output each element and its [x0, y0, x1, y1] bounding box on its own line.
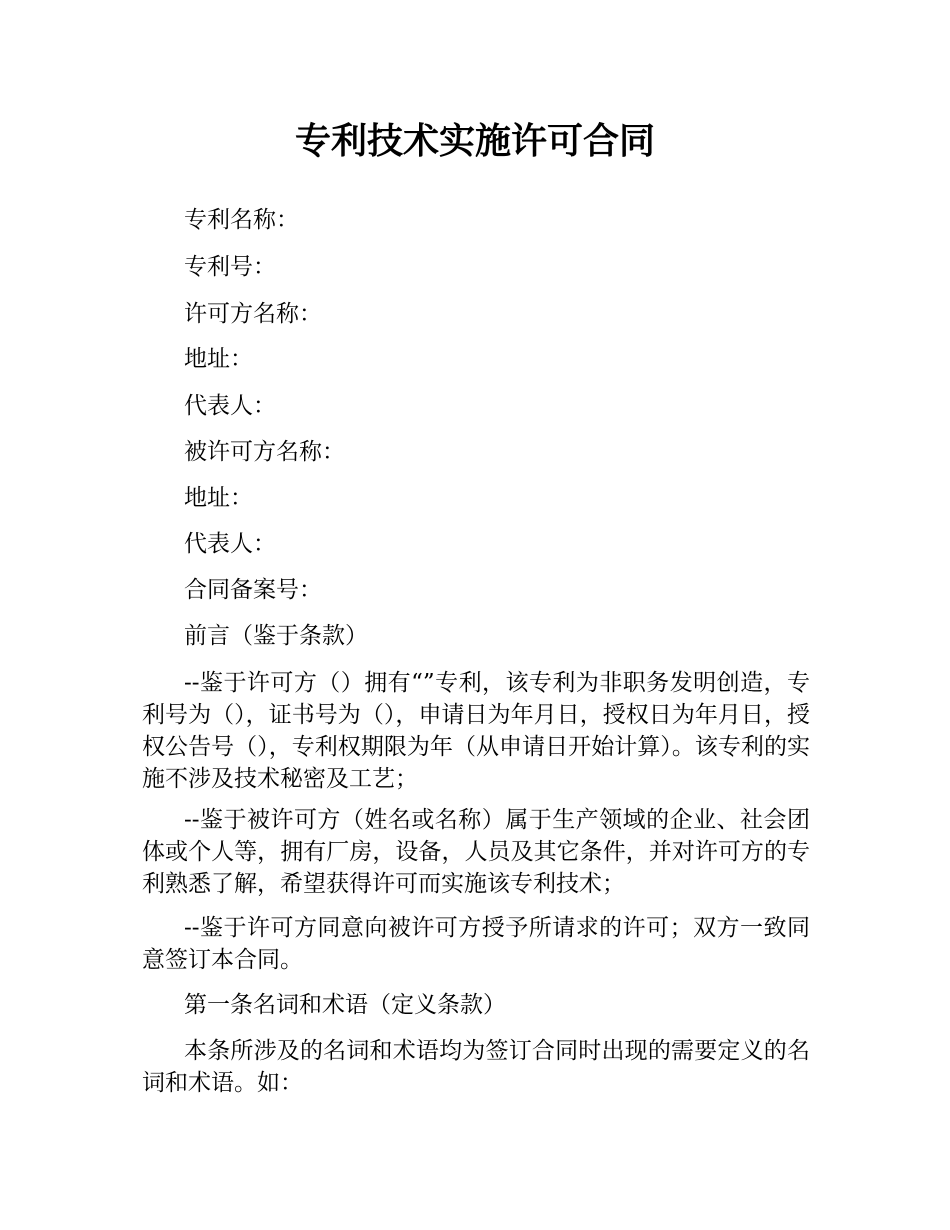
- preamble-heading: 前言（鉴于条款）: [184, 623, 368, 649]
- whereas-paragraph-2: --鉴于被许可方（姓名或名称）属于生产领域的企业、社会团体或个人等，拥有厂房，设备，人员及其它条件，并对许可方的专利熟悉了解，希望获得许可而实施该专利技术；: [142, 807, 810, 897]
- field-licensee-representative: 代表人：: [184, 531, 276, 557]
- article-1-paragraph: 本条所涉及的名词和术语均为签订合同时出现的需要定义的名词和术语。如：: [142, 1038, 810, 1096]
- field-licensor-name: 许可方名称：: [184, 301, 322, 327]
- article-1-heading: 第一条名词和术语（定义条款）: [184, 992, 506, 1018]
- whereas-paragraph-3: --鉴于许可方同意向被许可方授予所请求的许可；双方一致同意签订本合同。: [142, 915, 810, 973]
- document-title: 专利技术实施许可合同: [294, 121, 655, 162]
- field-licensee-name: 被许可方名称：: [184, 439, 345, 465]
- field-licensee-address: 地址：: [184, 485, 253, 511]
- whereas-paragraph-1: --鉴于许可方（）拥有“”专利，该专利为非职务发明创造，专利号为（），证书号为（），申请日为年月日，授权日为年月日，授权公告号（），专利权期限为年（从申请日开始计算）。该专利的实施不涉及技术秘密及工艺；: [142, 670, 810, 792]
- field-contract-record-number: 合同备案号：: [184, 577, 322, 603]
- field-patent-name: 专利名称：: [184, 207, 299, 233]
- field-licensor-representative: 代表人：: [184, 393, 276, 419]
- field-licensor-address: 地址：: [184, 346, 253, 372]
- field-patent-number: 专利号：: [184, 254, 276, 280]
